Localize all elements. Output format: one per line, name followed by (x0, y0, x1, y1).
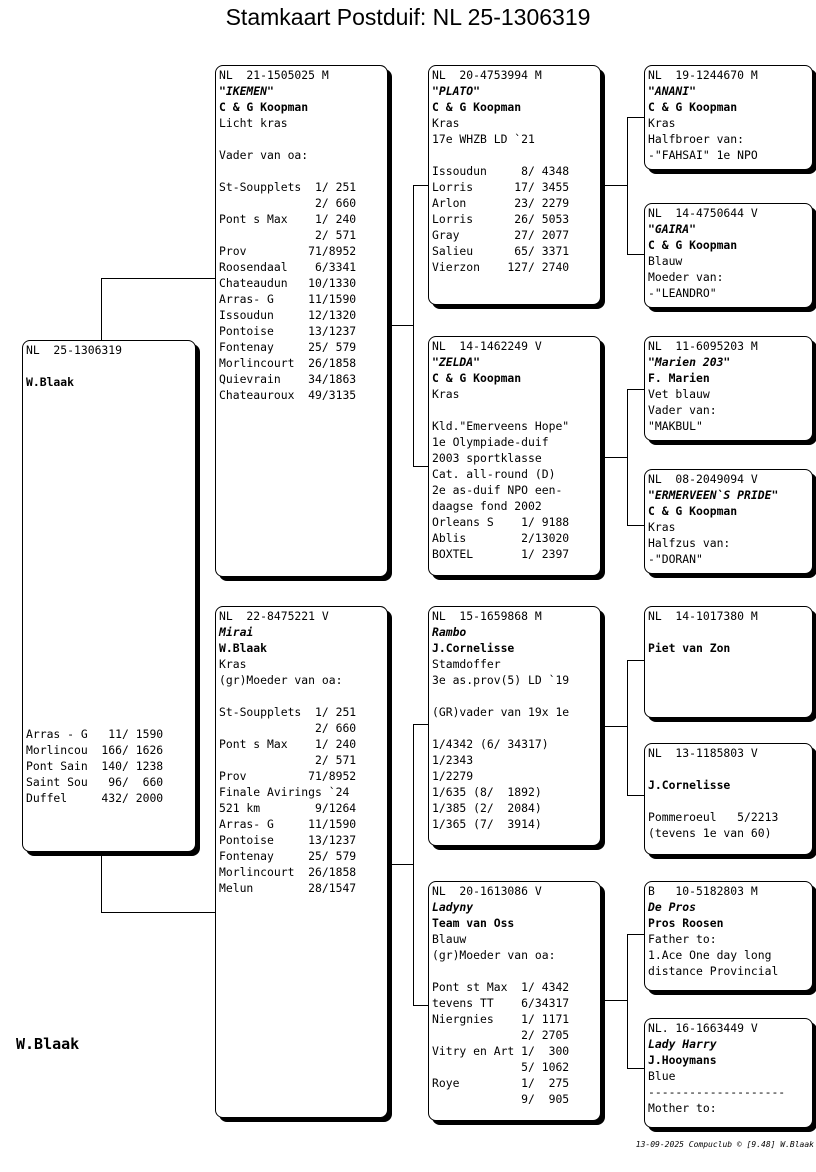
card-line (26, 422, 195, 438)
pigeon-card-subject (22, 340, 196, 852)
card-line (26, 630, 195, 646)
card-line: Kras (219, 657, 247, 671)
card-line: NL 14-1462249 V (432, 339, 542, 353)
card-line: Orleans S 1/ 9188 (432, 515, 570, 529)
connector-line (627, 934, 644, 935)
card-line: Pontoise 13/1237 (219, 833, 357, 847)
card-line: Pont st Max 1/ 4342 (432, 980, 570, 994)
card-line: Ablis 2/13020 (432, 531, 570, 545)
card-line: St-Soupplets 1/ 251 (219, 705, 357, 719)
card-line: Arras- G 11/1590 (219, 817, 357, 831)
card-line (26, 678, 195, 694)
card-line: Ladyny (432, 900, 474, 914)
card-line: Stamdoffer (432, 657, 501, 671)
card-line: Issoudun 8/ 4348 (432, 164, 570, 178)
pigeon-card-dam-dam-sire (644, 881, 813, 991)
card-line: Melun 28/1547 (219, 881, 357, 895)
card-line: NL 21-1505025 M (219, 68, 329, 82)
connector-line (601, 185, 627, 186)
card-line: J.Cornelisse (648, 778, 731, 792)
card-line: W.Blaak (26, 375, 75, 389)
card-line: 2/ 660 (219, 721, 357, 735)
connector-line (627, 660, 644, 661)
card-line (26, 598, 195, 614)
card-line: 1/4342 (6/ 34317) (432, 737, 549, 751)
card-line: 1e Olympiade-duif (432, 435, 549, 449)
card-line: Kld."Emerveens Hope" (432, 419, 570, 433)
card-line: tevens TT 6/34317 (432, 996, 570, 1010)
connector-line (627, 117, 644, 118)
card-line: Pont Sain 140/ 1238 (26, 759, 164, 773)
pigeon-card-sire-dam-sire (644, 336, 813, 441)
card-line: NL 14-1017380 M (648, 609, 758, 623)
card-line: C & G Koopman (648, 238, 738, 252)
card-line: NL 20-4753994 M (432, 68, 542, 82)
card-line: Niergnies 1/ 1171 (432, 1012, 570, 1026)
card-line: daagse fond 2002 (432, 499, 542, 513)
pigeon-card-dam (215, 606, 388, 1118)
card-line: Kras (648, 116, 676, 130)
card-line: -"DORAN" (648, 552, 703, 566)
card-line: 2e as-duif NPO een- (432, 483, 563, 497)
card-line (432, 402, 600, 418)
card-line (26, 582, 195, 598)
card-line: NL 13-1185803 V (648, 746, 758, 760)
card-line: "ANANI" (648, 84, 697, 98)
card-line: (GR)vader van 19x 1e (432, 705, 570, 719)
card-line: F. Marien (648, 371, 710, 385)
card-line (648, 624, 812, 640)
card-line: Pont s Max 1/ 240 (219, 737, 357, 751)
card-line: Vet blauw (648, 387, 710, 401)
card-line: Pros Roosen (648, 916, 724, 930)
pigeon-card-sire-sire-sire (644, 65, 813, 170)
card-line (219, 163, 387, 179)
pigeon-card-dam-sire-dam (644, 743, 813, 855)
connector-line (627, 389, 628, 525)
card-line: BOXTEL 1/ 2397 (432, 547, 570, 561)
connector-line (101, 852, 102, 912)
connector-line (627, 254, 644, 255)
connector-line (413, 1005, 428, 1006)
card-line: Roye 1/ 275 (432, 1076, 570, 1090)
card-line (26, 358, 195, 374)
card-line (26, 486, 195, 502)
card-line (26, 470, 195, 486)
card-line: Mirai (219, 625, 254, 639)
card-line: 2/ 571 (219, 228, 357, 242)
card-line: Moeder van: (648, 270, 724, 284)
card-line: Halfzus van: (648, 536, 731, 550)
card-line (26, 646, 195, 662)
connector-line (627, 1068, 644, 1069)
card-line (648, 761, 812, 777)
card-line: "PLATO" (432, 84, 481, 98)
card-line: Lady Harry (648, 1037, 717, 1051)
card-line: 5/ 1062 (432, 1060, 570, 1074)
connector-line (627, 117, 628, 254)
connector-line (413, 724, 428, 725)
connector-line (627, 525, 644, 526)
card-line: Fontenay 25/ 579 (219, 849, 357, 863)
card-line: Fontenay 25/ 579 (219, 340, 357, 354)
card-line: "GAIRA" (648, 222, 697, 236)
card-line: Piet van Zon (648, 641, 731, 655)
card-line: De Pros (648, 900, 697, 914)
card-line (26, 566, 195, 582)
card-line: Cat. all-round (D) (432, 467, 556, 481)
card-line: J.Cornelisse (432, 641, 515, 655)
card-line: Kras (432, 387, 460, 401)
card-line: NL 08-2049094 V (648, 472, 758, 486)
connector-line (627, 934, 628, 1069)
card-line: Morlincou 166/ 1626 (26, 743, 164, 757)
pigeon-card-dam-dam-dam (644, 1018, 813, 1128)
card-line: NL 20-1613086 V (432, 884, 542, 898)
connector-line (101, 278, 102, 340)
connector-line (388, 864, 413, 865)
card-line (26, 694, 195, 710)
card-line: Blue (648, 1069, 676, 1083)
card-line: 2003 sportklasse (432, 451, 542, 465)
card-line (648, 793, 812, 809)
pigeon-card-sire (215, 65, 388, 577)
card-line: 1.Ace One day long (648, 948, 772, 962)
card-line: Lorris 17/ 3455 (432, 180, 570, 194)
card-line: "ZELDA" (432, 355, 481, 369)
card-line: 1/385 (2/ 2084) (432, 801, 542, 815)
pigeon-card-dam-sire-sire (644, 606, 813, 718)
card-line: "IKEMEN" (219, 84, 274, 98)
card-line: 1/2279 (432, 769, 474, 783)
connector-line (601, 1000, 627, 1001)
card-line: "ERMERVEEN`S PRIDE" (648, 488, 779, 502)
card-line: Duffel 432/ 2000 (26, 791, 164, 805)
card-line: Blauw (648, 254, 683, 268)
card-line: Rambo (432, 625, 467, 639)
card-line: "Marien 203" (648, 355, 731, 369)
card-line: Morlincourt 26/1858 (219, 356, 357, 370)
card-line: -"LEANDRO" (648, 286, 717, 300)
card-line (26, 438, 195, 454)
card-line: Blauw (432, 932, 467, 946)
card-line: Vader van: (648, 403, 717, 417)
card-line: Pommeroeul 5/2213 (648, 810, 779, 824)
card-line: Quievrain 34/1863 (219, 372, 357, 386)
card-line: Arlon 23/ 2279 (432, 196, 570, 210)
card-line: NL 14-4750644 V (648, 206, 758, 220)
card-line (26, 614, 195, 630)
card-line: Licht kras (219, 116, 288, 130)
card-line: Chateauroux 49/3135 (219, 388, 357, 402)
card-line: Chateaudun 10/1330 (219, 276, 357, 290)
connector-line (413, 724, 414, 1006)
card-line: Team van Oss (432, 916, 515, 930)
card-line (432, 963, 600, 979)
card-line: Arras- G 11/1590 (219, 292, 357, 306)
card-line: (gr)Moeder van oa: (432, 948, 556, 962)
card-line (26, 390, 195, 406)
card-line: Vader van oa: (219, 148, 309, 162)
connector-line (413, 185, 414, 467)
card-line: Arras - G 11/ 1590 (26, 727, 164, 741)
card-line: 2/ 2705 (432, 1028, 570, 1042)
card-line: Prov 71/8952 (219, 244, 357, 258)
connector-line (627, 389, 644, 390)
card-line: Lorris 26/ 5053 (432, 212, 570, 226)
card-line (219, 131, 387, 147)
card-line (432, 147, 600, 163)
connector-line (601, 726, 627, 727)
card-line (26, 406, 195, 422)
card-line: 2/ 571 (219, 753, 357, 767)
pigeon-card-sire-sire (428, 65, 601, 305)
card-line: NL 22-8475221 V (219, 609, 329, 623)
card-line: NL 11-6095203 M (648, 339, 758, 353)
card-line: Pont s Max 1/ 240 (219, 212, 357, 226)
card-line (432, 688, 600, 704)
card-line (26, 502, 195, 518)
card-line: B 10-5182803 M (648, 884, 758, 898)
card-line: 521 km 9/1264 (219, 801, 357, 815)
card-line: 1/365 (7/ 3914) (432, 817, 542, 831)
card-line: NL 15-1659868 M (432, 609, 542, 623)
pigeon-card-sire-sire-dam (644, 203, 813, 308)
pigeon-card-sire-dam-dam (644, 469, 813, 574)
card-line: Mother to: (648, 1101, 717, 1115)
card-line (432, 720, 600, 736)
card-line (26, 662, 195, 678)
card-line: NL 25-1306319 (26, 343, 123, 357)
connector-line (627, 660, 628, 795)
card-line: C & G Koopman (432, 100, 522, 114)
footer-info: 13-09-2025 Compuclub © [9.48] W.Blaak (635, 1140, 814, 1149)
card-line (219, 688, 387, 704)
card-line: C & G Koopman (432, 371, 522, 385)
card-line: Vitry en Art 1/ 300 (432, 1044, 570, 1058)
card-line: C & G Koopman (219, 100, 309, 114)
card-line: St-Soupplets 1/ 251 (219, 180, 357, 194)
connector-line (413, 185, 428, 186)
card-line: Saint Sou 96/ 660 (26, 775, 164, 789)
pigeon-card-dam-dam (428, 881, 601, 1121)
card-line: Kras (432, 116, 460, 130)
card-line: Salieu 65/ 3371 (432, 244, 570, 258)
card-line: 3e as.prov(5) LD `19 (432, 673, 570, 687)
card-line (26, 454, 195, 470)
pigeon-card-sire-dam (428, 336, 601, 576)
card-line: NL 19-1244670 M (648, 68, 758, 82)
card-line: Gray 27/ 2077 (432, 228, 570, 242)
card-line: C & G Koopman (648, 504, 738, 518)
card-line: Kras (648, 520, 676, 534)
card-line: -"FAHSAI" 1e NPO (648, 148, 758, 162)
owner-name: W.Blaak (16, 1035, 80, 1053)
pigeon-card-dam-sire (428, 606, 601, 846)
card-line: 17e WHZB LD `21 (432, 132, 535, 146)
card-line: -------------------- (648, 1085, 786, 1099)
connector-line (388, 325, 413, 326)
card-line (26, 550, 195, 566)
card-line: Finale Avirings `24 (219, 785, 350, 799)
card-line: Morlincourt 26/1858 (219, 865, 357, 879)
card-line: Vierzon 127/ 2740 (432, 260, 570, 274)
card-line: 1/635 (8/ 1892) (432, 785, 542, 799)
card-line: Father to: (648, 932, 717, 946)
card-line: distance Provincial (648, 964, 779, 978)
connector-line (101, 278, 215, 279)
card-line: Issoudun 12/1320 (219, 308, 357, 322)
card-line: "MAKBUL" (648, 419, 703, 433)
card-line: (tevens 1e van 60) (648, 826, 772, 840)
card-line: 1/2343 (432, 753, 474, 767)
card-line: Prov 71/8952 (219, 769, 357, 783)
card-line: Roosendaal 6/3341 (219, 260, 357, 274)
card-line: Pontoise 13/1237 (219, 324, 357, 338)
card-line: J.Hooymans (648, 1053, 717, 1067)
connector-line (413, 466, 428, 467)
card-line: Halfbroer van: (648, 132, 745, 146)
connector-line (627, 795, 644, 796)
card-line: NL. 16-1663449 V (648, 1021, 758, 1035)
card-line: (gr)Moeder van oa: (219, 673, 343, 687)
card-line: C & G Koopman (648, 100, 738, 114)
connector-line (601, 457, 627, 458)
card-line (26, 534, 195, 550)
card-line (26, 518, 195, 534)
card-line (26, 710, 195, 726)
connector-line (101, 912, 215, 913)
card-line: 2/ 660 (219, 196, 357, 210)
card-line: 9/ 905 (432, 1092, 570, 1106)
card-line: W.Blaak (219, 641, 268, 655)
page-title: Stamkaart Postduif: NL 25-1306319 (225, 4, 591, 30)
